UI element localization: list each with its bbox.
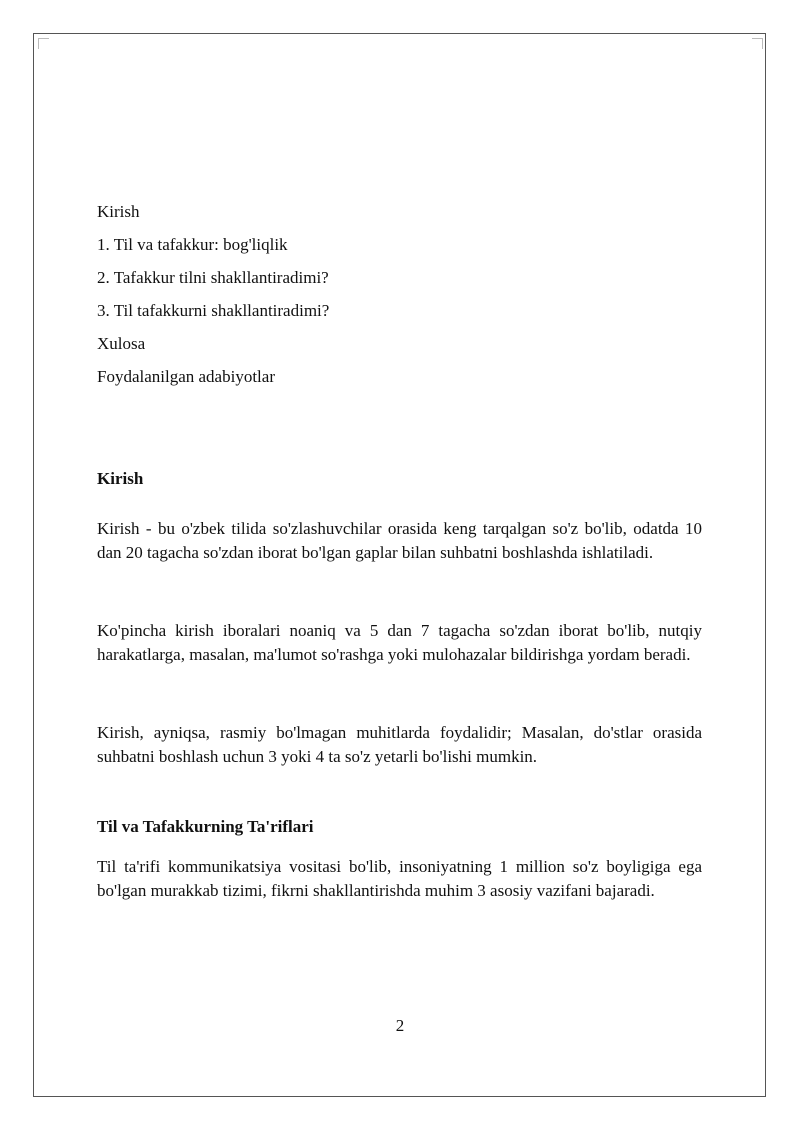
definitions-paragraph-1: Til ta'rifi kommunikatsiya vositasi bo'lib, insoniyatning 1 million so'z boyligiga ega bo'lgan murakkab tizimi, fikrni shakllantirishda muhim 3 asosiy vazifani bajaradi. [97, 857, 702, 900]
intro-paragraph-2: Ko'pincha kirish iboralari noaniq va 5 dan 7 tagacha so'zdan iborat bo'lib, nutqiy harakatlarga, masalan, ma'lumot so'rashga yoki mulohazalar bildirishga yordam beradi. [97, 621, 702, 664]
intro-paragraph-3: Kirish, ayniqsa, rasmiy bo'lmagan muhitlarda foydalidir; Masalan, do'stlar orasida suhbatni boshlash uchun 3 yoki 4 ta so'z yetarli bo'lishi mumkin. [97, 723, 702, 766]
toc-item-conclusion: Xulosa [97, 334, 146, 353]
crop-mark-top-right [752, 38, 763, 49]
intro-paragraph-1: Kirish - bu o'zbek tilida so'zlashuvchilar orasida keng tarqalgan so'z bo'lib, odatda 10 dan 20 tagacha so'zdan iborat bo'lgan gaplar bilan suhbatni boshlashda ishlatiladi. [97, 519, 702, 562]
section-heading-intro: Kirish [97, 469, 144, 488]
page-number: 2 [395, 1016, 405, 1035]
toc-item-2: 2. Tafakkur tilni shakllantiradimi? [97, 268, 329, 287]
section-heading-definitions: Til va Tafakkurning Ta'riflari [97, 817, 314, 836]
toc-item-intro: Kirish [97, 202, 140, 221]
document-body [97, 200, 702, 903]
toc-item-1: 1. Til va tafakkur: bog'liqlik [97, 235, 288, 254]
table-of-contents [97, 200, 702, 389]
crop-mark-top-left [38, 38, 49, 49]
toc-item-references: Foydalanilgan adabiyotlar [97, 367, 275, 386]
toc-item-3: 3. Til tafakkurni shakllantiradimi? [97, 301, 330, 320]
